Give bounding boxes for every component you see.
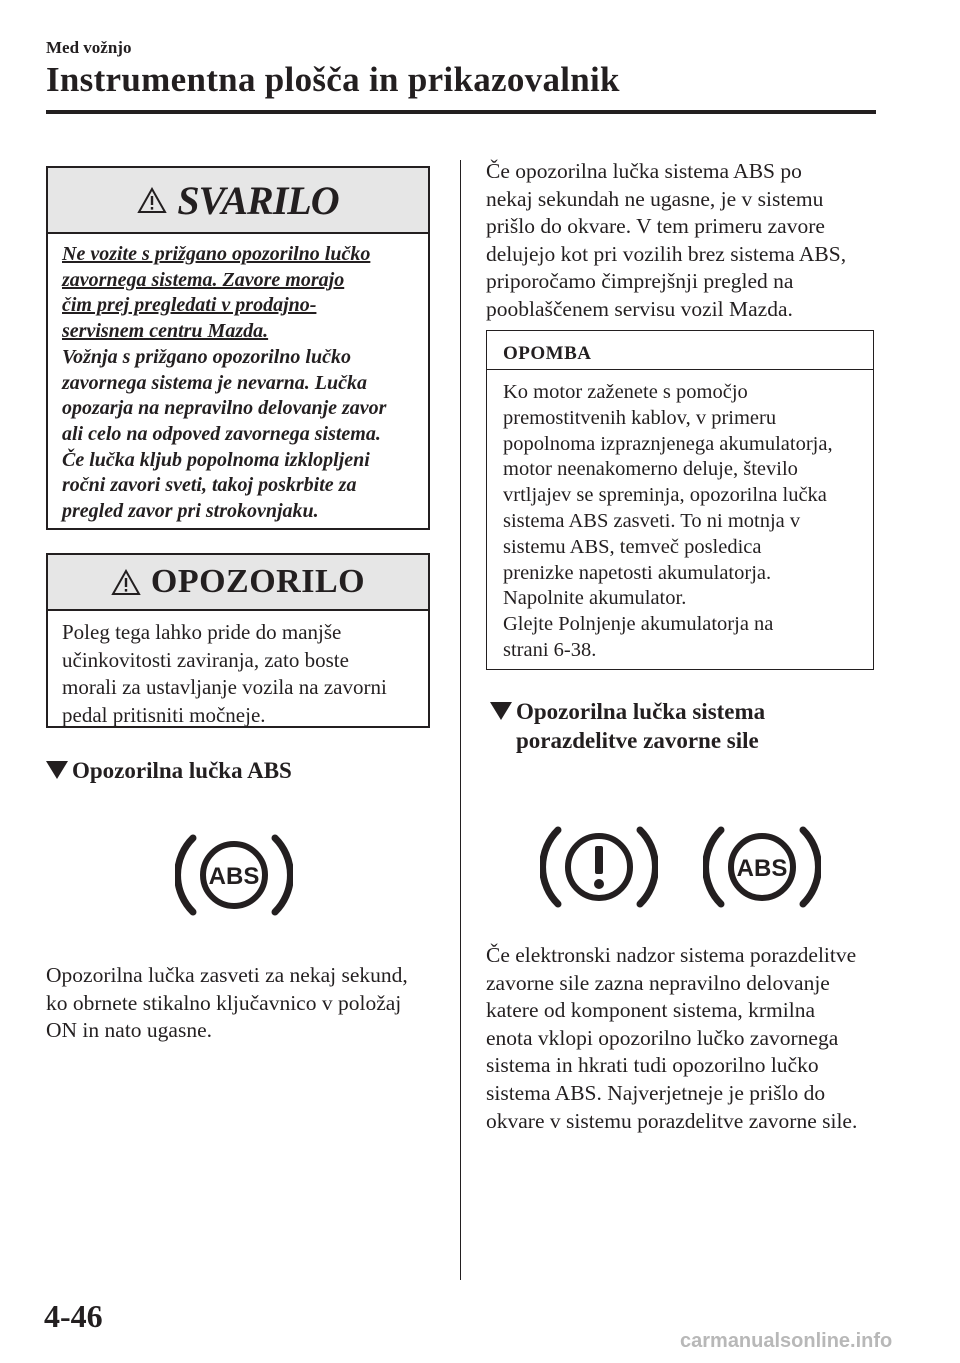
opozorilo-line: učinkovitosti zaviranja, zato boste [62,647,349,672]
triangle-bullet-icon [46,761,68,779]
svarilo-line: čim prej pregledati v prodajno- [62,294,317,317]
svarilo-line: ročni zavori sveti, takoj poskrbite za [62,474,357,497]
abs-line: Opozorilna lučka zasveti za nekaj sekund, [46,963,408,987]
triangle-bullet-icon [490,702,512,720]
svarilo-line: zavornega sistema. Zavore morajo [62,268,345,291]
svarilo-line: zavornega sistema je nevarna. Lučka [62,371,367,394]
opomba-line: vrtljajev se spreminja, opozorilna lučka [503,484,827,507]
ebd-line: Če elektronski nadzor sistema porazdelitve [486,943,857,967]
ebd-line: katere od komponent sistema, krmilna [486,998,815,1023]
opozorilo-line: Poleg tega lahko pride do manjše [62,620,342,644]
opomba-line: premostitvenih kablov, v primeru [503,406,777,429]
svarilo-header [48,168,428,234]
opomba-line: sistemu ABS, temveč posledica [503,535,762,558]
intro-line: delujejo kot pri vozilih brez sistema ABS, [486,241,847,266]
opomba-line: Napolnite akumulator. [503,587,687,610]
right-intro [486,158,886,324]
abs-heading [46,757,292,786]
ebd-heading [490,698,765,755]
abs-icon-label: ABS [208,863,260,890]
warning-triangle-icon [137,187,167,214]
svarilo-line: opozarja na nepravilno delovanje zavor [62,397,387,420]
intro-line: prišlo do okvare. V tem primeru zavore [486,214,825,239]
section-label: Med vožnjo [46,38,132,57]
abs-description [46,962,446,1045]
ebd-line: okvare v sistemu porazdelitve zavorne sile. [486,1108,858,1133]
svarilo-line: Če lučka kljub popolnoma izklopljeni [62,448,370,471]
opomba-line: Ko motor zaženete s pomočjo [503,381,748,403]
abs-line: ko obrnete stikalno ključavnico v položaj [46,990,402,1015]
ebd-line: enota vklopi opozorilno lučko zavornega [486,1025,839,1050]
intro-line: Če opozorilna lučka sistema ABS po [486,159,802,183]
svarilo-line: ali celo na odpoved zavornega sistema. [62,422,381,445]
ebd-line: sistema in hkrati tudi opozorilno lučko [486,1053,819,1078]
intro-line: pooblaščenem servisu vozil Mazda. [486,296,793,321]
opozorilo-line: morali za ustavljanje vozila na zavorni [62,675,387,699]
abs-heading-text: Opozorilna lučka ABS [72,758,292,783]
page-number: 4-46 [44,1298,103,1334]
watermark: carmanualsonline.info [680,1330,893,1352]
opozorilo-title: OPOZORILO [150,563,366,600]
abs-warning-light-icon [175,826,293,924]
opomba-line: Glejte Polnjenje akumulatorja na [503,613,774,636]
opozorilo-header [48,555,428,611]
header-rule [46,110,876,114]
svarilo-box [46,166,430,530]
svarilo-line: Vožnja s prižgano opozorilno lučko [62,345,351,368]
opomba-line: motor neenakomerno deluje, število [503,458,798,481]
ebd-line: sistema ABS. Najverjetneje je prišlo do [486,1080,826,1105]
svarilo-line: Ne vozite s prižgano opozorilno lučko [62,243,371,265]
opomba-text [487,370,873,664]
opomba-title: OPOMBA [503,343,592,364]
ebd-description [486,942,906,1135]
ebd-line: zavorne sile zazna nepravilno delovanje [486,970,830,995]
opozorilo-text [48,611,428,737]
intro-line: priporočamo čimprejšnji pregled na [486,269,794,294]
svarilo-line: servisnem centru Mazda. [62,320,269,343]
intro-line: nekaj sekundah ne ugasne, je v sistemu [486,186,824,211]
opozorilo-line: pedal pritisniti močneje. [62,702,266,727]
abs-line: ON in nato ugasne. [46,1018,212,1043]
ebd-heading-line1: Opozorilna lučka sistema [516,699,766,724]
brake-warning-light-icon [540,818,658,916]
svarilo-line: pregled zavor pri strokovnjaku. [62,500,319,523]
opomba-line: prenizke napetosti akumulatorja. [503,561,772,584]
opomba-line: sistema ABS zasveti. To ni motnja v [503,509,801,532]
ebd-heading-line2: porazdelitve zavorne sile [516,727,759,753]
chapter-title: Instrumentna plošča in prikazovalnik [46,60,620,99]
opozorilo-box [46,553,430,728]
svarilo-text [48,234,428,525]
warning-triangle-icon [111,569,141,596]
svarilo-title: SVARILO [177,177,339,223]
abs-icon-label: ABS [736,855,788,882]
abs-warning-light-icon [703,818,821,916]
opomba-line: strani 6-38. [503,638,597,661]
opomba-line: popolnoma izpraznjenega akumulatorja, [503,432,833,455]
opomba-box [486,330,874,670]
column-divider [460,160,461,1280]
